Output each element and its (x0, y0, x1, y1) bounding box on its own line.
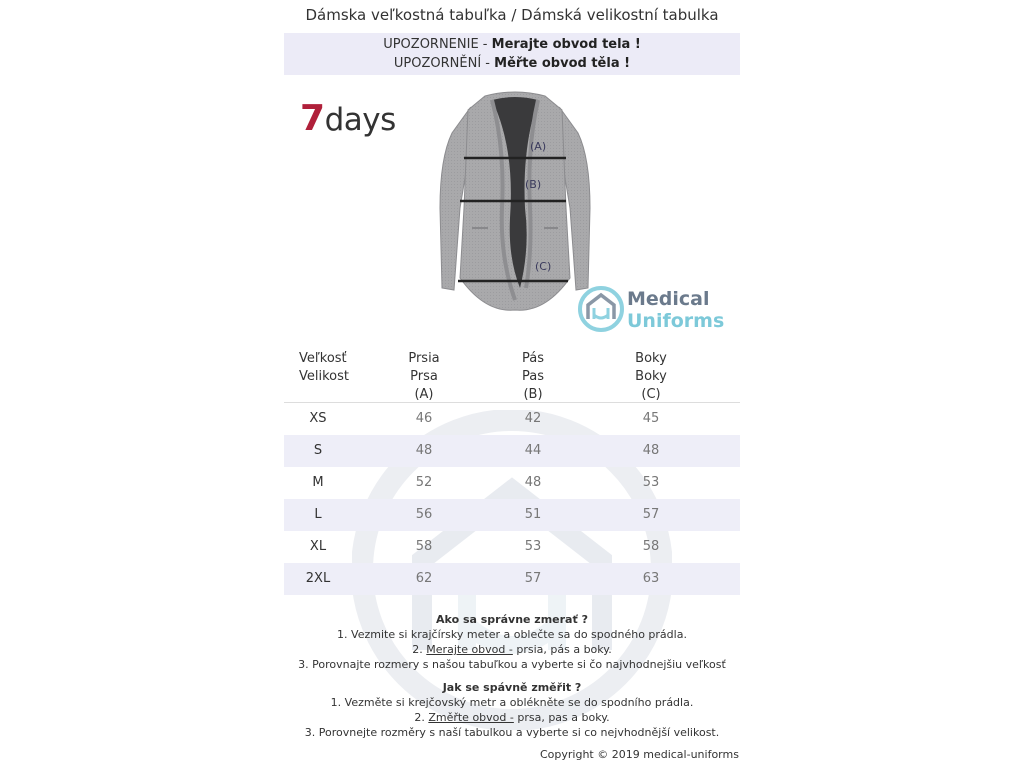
hips-cell: 58 (642, 539, 660, 554)
header-hips-sk: Boky (635, 351, 667, 366)
step-number: 2. (412, 643, 427, 656)
chest-cell: 46 (415, 411, 433, 426)
instructions-cz-step3: 3. Porovnejte rozměry s naší tabulkou a vyberte si co nejvhodnější velikost. (304, 726, 720, 739)
header-hips (621, 350, 681, 404)
table-row (284, 499, 740, 531)
waist-cell: 51 (524, 507, 542, 522)
instructions-cz-heading: Jak se spávně změřit ? (442, 681, 582, 694)
size-cell: 2XL (305, 571, 331, 586)
garment-label-c: (C) (535, 260, 552, 273)
table-row (284, 403, 740, 435)
header-hips-code: (C) (641, 387, 661, 402)
step-text: prsa, pas a boky. (513, 711, 610, 724)
header-waist (503, 350, 563, 404)
table-row (284, 563, 740, 595)
waist-cell: 53 (524, 539, 542, 554)
instructions-sk (284, 612, 740, 672)
brand-days: days (324, 102, 396, 138)
brand-seven: 7 (300, 98, 325, 139)
header-chest (394, 350, 454, 404)
header-size-sk: Veľkosť (299, 351, 347, 366)
table-row (284, 467, 740, 499)
hips-cell: 63 (642, 571, 660, 586)
waist-cell: 48 (524, 475, 542, 490)
size-cell: XL (309, 539, 327, 554)
chest-cell: 52 (415, 475, 433, 490)
instructions-sk-heading: Ako sa správne zmerať ? (436, 613, 588, 626)
size-cell: S (313, 443, 323, 458)
header-hips-cz: Boky (635, 369, 667, 384)
instructions-cz (284, 680, 740, 740)
header-waist-sk: Pás (522, 351, 544, 366)
logo-line-medical: Medical (627, 288, 710, 310)
warning-sk-text: Merajte obvod tela ! (491, 37, 641, 52)
header-size-cz: Velikost (299, 369, 349, 384)
header-chest-code: (A) (414, 387, 434, 402)
instructions-cz-step1: 1. Vezměte si krejčovský metr a oblékněte se do spodního prádla. (330, 696, 694, 709)
size-cell: M (312, 475, 324, 490)
size-cell: XS (309, 411, 327, 426)
chest-cell: 56 (415, 507, 433, 522)
page-title: Dámska veľkostná tabuľka / Dámská velikostní tabulka (305, 6, 719, 24)
warning-banner (284, 33, 740, 75)
hips-cell: 53 (642, 475, 660, 490)
step-text: prsia, pás a boky. (512, 643, 612, 656)
instructions-cz-step2-link: Změřte obvod - (428, 711, 514, 724)
garment-label-b: (B) (525, 178, 542, 191)
table-row (284, 531, 740, 563)
brand-logo-7days (300, 98, 396, 139)
chest-cell: 48 (415, 443, 433, 458)
instructions-sk-step3: 3. Porovnajte rozmery s našou tabuľkou a vyberte si čo najvhodnejšiu veľkosť (298, 658, 726, 671)
waist-cell: 44 (524, 443, 542, 458)
instructions-cz-step2 (284, 710, 740, 725)
instructions-sk-step2-link: Merajte obvod - (426, 643, 513, 656)
hips-cell: 57 (642, 507, 660, 522)
cardigan-illustration (430, 88, 600, 318)
warning-sk-prefix: UPOZORNENIE - (383, 37, 492, 52)
garment-label-a: (A) (530, 140, 547, 153)
header-waist-code: (B) (523, 387, 543, 402)
header-waist-cz: Pas (522, 369, 544, 384)
hips-cell: 45 (642, 411, 660, 426)
logo-line-uniforms: Uniforms (627, 310, 725, 332)
hips-cell: 48 (642, 443, 660, 458)
chest-cell: 58 (415, 539, 433, 554)
medical-uniforms-logo-text (627, 288, 724, 332)
chest-cell: 62 (415, 571, 433, 586)
instructions-sk-step1: 1. Vezmite si krajčírsky meter a oblečte sa do spodného prádla. (337, 628, 687, 641)
copyright: Copyright © 2019 medical-uniforms (540, 748, 739, 761)
instructions-sk-step2 (284, 642, 740, 657)
size-cell: L (314, 507, 322, 522)
waist-cell: 42 (524, 411, 542, 426)
header-chest-sk: Prsia (408, 351, 440, 366)
warning-cz-prefix: UPOZORNĚNÍ - (393, 56, 495, 71)
header-chest-cz: Prsa (410, 369, 438, 384)
warning-cz-text: Měřte obvod těla ! (494, 56, 631, 71)
step-number: 2. (414, 711, 429, 724)
table-row (284, 435, 740, 467)
header-size (299, 350, 349, 386)
waist-cell: 57 (524, 571, 542, 586)
